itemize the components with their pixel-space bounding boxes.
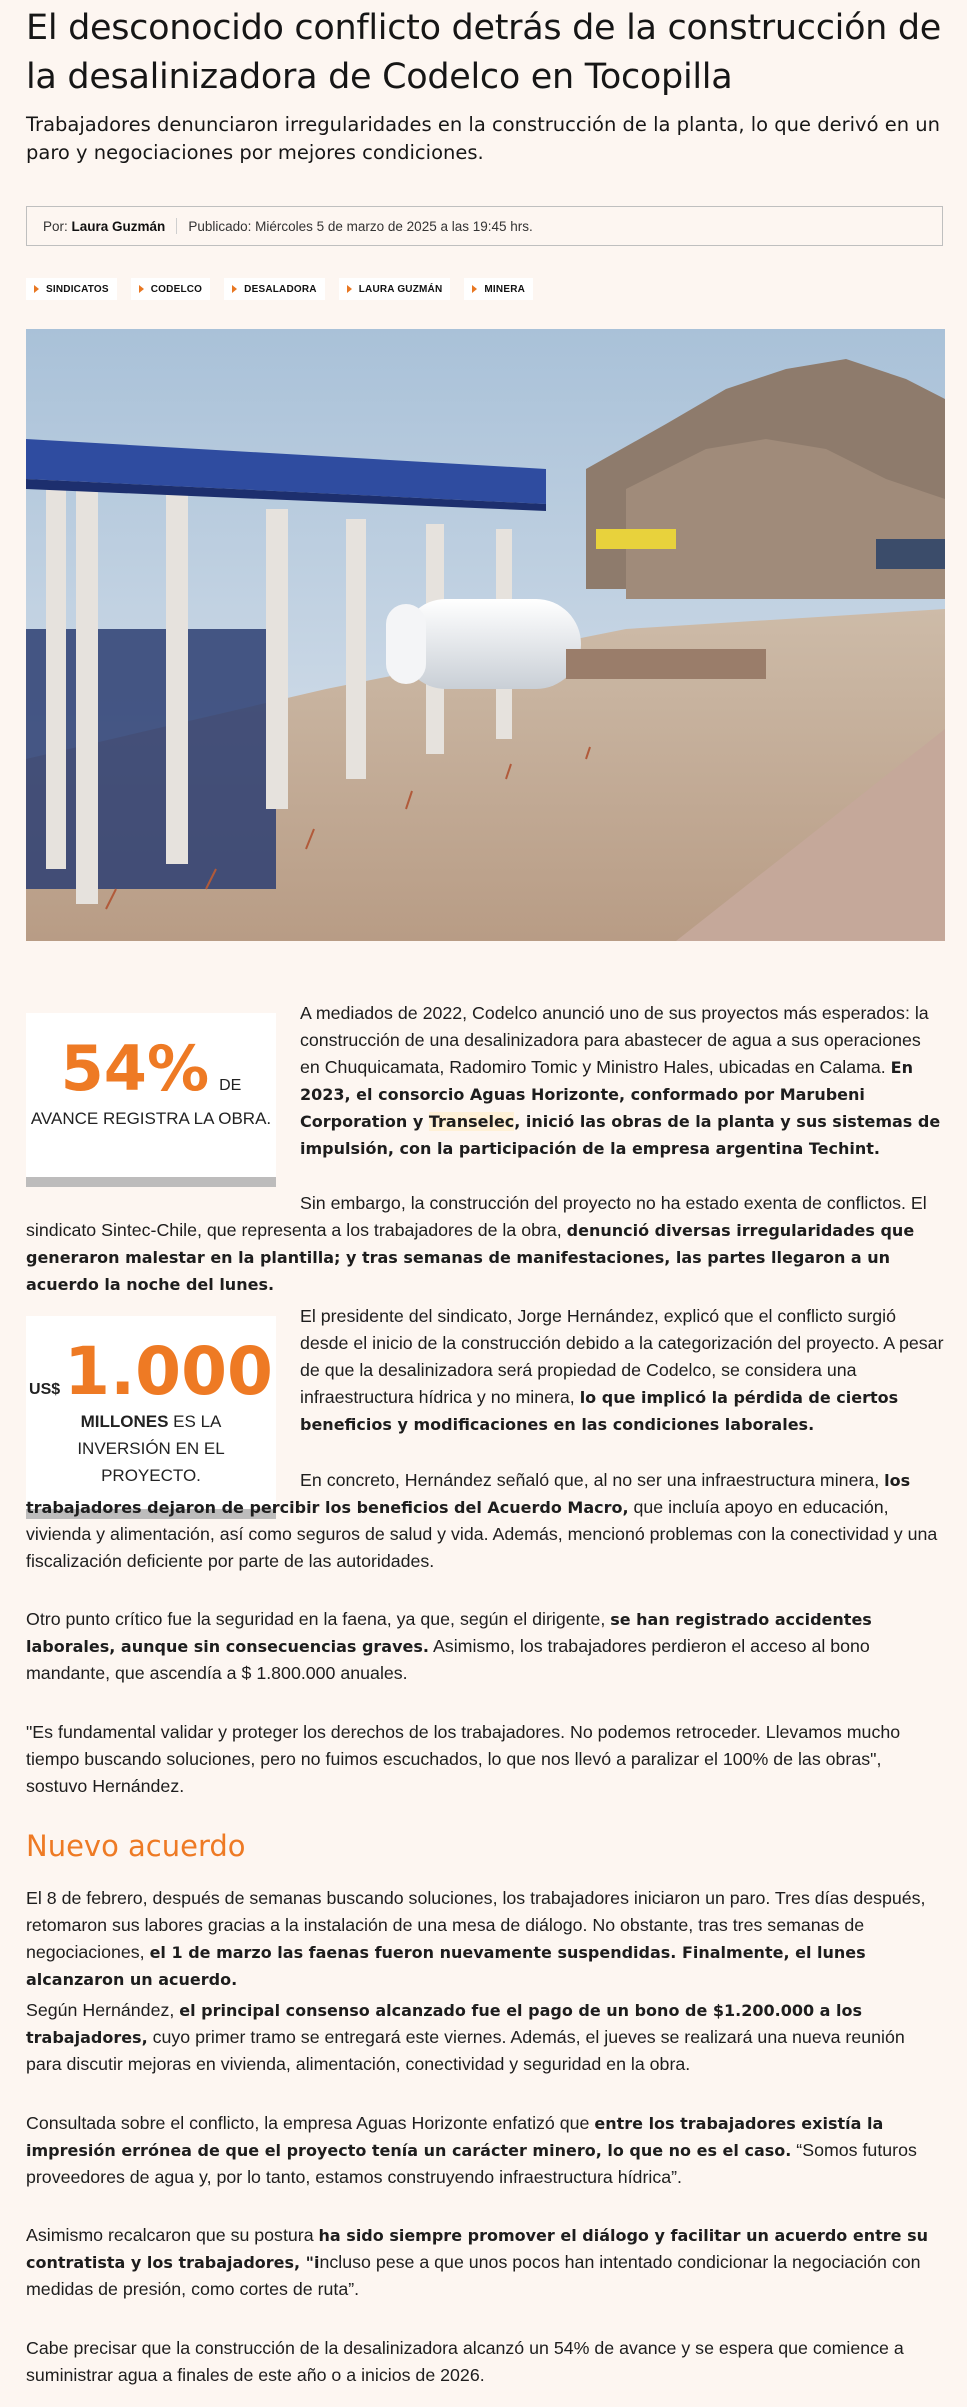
tag-triangle-icon	[472, 285, 477, 293]
section-heading: Nuevo acuerdo	[26, 1829, 246, 1863]
article-title: El desconocido conflicto detrás de la construcción de la desalinizadora de Codelco en Tocopilla	[26, 8, 942, 97]
text: Sin embargo, la construcción del proyecto no ha estado exenta de conflictos. El sindicato Sintec-Chile, que representa a los trabajadores de la obra,	[26, 1193, 927, 1240]
tag-sindicatos[interactable]	[26, 278, 117, 300]
bold-text: En 2023, el consorcio Aguas Horizonte, conformado por Marubeni Corporation y	[300, 1058, 913, 1131]
tag-codelco[interactable]	[131, 278, 210, 300]
tag-minera[interactable]	[464, 278, 533, 300]
byline-divider	[176, 218, 177, 234]
bold-text: entre los trabajadores existía la impresión errónea de que el proyecto tenía un carácter minero, lo que no es el caso.	[26, 2114, 884, 2160]
paragraph-1	[300, 1000, 945, 1162]
published-date: Publicado: Miércoles 5 de marzo de 2025 a las 19:45 hrs.	[188, 218, 533, 234]
paragraph-4	[26, 1467, 945, 1575]
stat-box-progress	[26, 1013, 276, 1187]
text: cuyo primer tramo se entregará este viernes. Además, el jueves se realizará una nueva reunión para discutir mejoras en vivienda, alimentación, conectividad y seguridad en la obra.	[26, 2027, 905, 2074]
stat-text: ES LA INVERSIÓN EN EL PROYECTO.	[77, 1412, 225, 1485]
paragraph-7	[26, 1885, 945, 1993]
text: “Somos futuros proveedores de agua y, por lo tanto, estamos construyendo infraestructura hídrica”.	[26, 2140, 917, 2187]
stat-bar	[26, 1177, 276, 1187]
tag-triangle-icon	[139, 285, 144, 293]
tag-list	[26, 278, 533, 300]
tag-desaladora[interactable]	[224, 278, 325, 300]
author-prefix: Por:	[43, 218, 68, 234]
text: A mediados de 2022, Codelco anunció uno de sus proyectos más esperados: la construcción de una desalinizadora para abastecer de agua a sus operaciones en Chuquicamata, Radomiro Tomic y Ministro Hales, ubicadas en Calama.	[300, 1003, 929, 1077]
text: Según Hernández,	[26, 2000, 180, 2020]
tag-triangle-icon	[232, 285, 237, 293]
tag-laura-guzman[interactable]	[339, 278, 451, 300]
bold-text: los trabajadores dejaron de percibir los beneficios del Acuerdo Macro,	[26, 1471, 911, 1517]
bold-text: el 1 de marzo las faenas fueron nuevamente suspendidas. Finalmente, el lunes alcanzaron un acuerdo.	[26, 1943, 866, 1989]
stat-number: 54%	[60, 1032, 210, 1105]
tag-label: SINDICATOS	[46, 283, 109, 295]
text: que incluía apoyo en educación, vivienda y alimentación, así como seguros de salud y vida. Además, mencionó problemas con la conectividad y una fiscalización deficiente por parte de las autoridades.	[26, 1497, 938, 1571]
text: El 8 de febrero, después de semanas buscando soluciones, los trabajadores iniciaron un paro. Tres días después, retomaron sus labores gracias a la instalación de una mesa de diálogo. No obstante, tras tres semanas de negociaciones,	[26, 1888, 926, 1962]
stat-bold: MILLONES	[80, 1412, 169, 1431]
tag-triangle-icon	[347, 285, 352, 293]
bold-text: denunció diversas irregularidades que generaron malestar en la plantilla; y tras semanas de manifestaciones, las partes llegaron a un acuerdo la noche del lunes.	[26, 1221, 915, 1294]
paragraph-8	[26, 1997, 945, 2078]
text: En concreto, Hernández señaló que, al no ser una infraestructura minera,	[300, 1470, 885, 1490]
text: Otro punto crítico fue la seguridad en la faena, ya que, según el dirigente,	[26, 1609, 611, 1629]
paragraph-5	[26, 1606, 945, 1687]
text: ncluso pese a que unos pocos han intentado condicionar la negociación con medidas de presión, como cortes de ruta”.	[26, 2252, 921, 2299]
author-link[interactable]: Laura Guzmán	[71, 218, 166, 234]
text: Asimismo, los trabajadores perdieron el acceso al bono mandante, que ascendía a $ 1.800.000 anuales.	[26, 1636, 870, 1683]
bold-text: lo que implicó la pérdida de ciertos beneficios y modificaciones en las condiciones laborales.	[300, 1388, 899, 1434]
article-subtitle: Trabajadores denunciaron irregularidades en la construcción de la planta, lo que derivó en un paro y negociaciones por mejores condiciones.	[26, 113, 940, 164]
paragraph-10	[26, 2222, 945, 2303]
text: Consultada sobre el conflicto, la empresa Aguas Horizonte enfatizó que	[26, 2113, 595, 2133]
paragraph-9	[26, 2110, 945, 2191]
paragraph-6: "Es fundamental validar y proteger los derechos de los trabajadores. No podemos retroceder. Llevamos mucho tiempo buscando soluciones, pero no fuimos escuchados, lo que nos llevó a paralizar el 100% de las obras", sostuvo Hernández.	[26, 1722, 901, 1796]
highlight-link[interactable]: Transelec	[428, 1112, 515, 1131]
tag-triangle-icon	[34, 285, 39, 293]
text: Asimismo recalcaron que su postura	[26, 2225, 319, 2245]
byline-box	[26, 206, 943, 246]
article-photo	[26, 329, 945, 941]
stat-headline	[26, 1033, 276, 1105]
bold-text: , inició las obras de la planta y sus sistemas de impulsión, con la participación de la empresa argentina Techint.	[300, 1112, 941, 1158]
stat-text: AVANCE REGISTRA LA OBRA.	[30, 1109, 272, 1128]
bold-text: se han registrado accidentes laborales, aunque sin consecuencias graves.	[26, 1610, 872, 1656]
stat-headline	[26, 1334, 276, 1410]
paragraph-2	[26, 1190, 945, 1298]
tag-label: DESALADORA	[244, 283, 317, 295]
construction-site-image	[26, 329, 945, 941]
stat-prefix: US$	[29, 1381, 61, 1398]
paragraph-11: Cabe precisar que la construcción de la desalinizadora alcanzó un 54% de avance y se espera que comience a suministrar agua a finales de este año o a inicios de 2026.	[26, 2338, 904, 2385]
bold-text: ha sido siempre promover el diálogo y facilitar un acuerdo entre su contratista y los trabajadores, "i	[26, 2226, 928, 2272]
bold-text: el principal consenso alcanzado fue el pago de un bono de $1.200.000 a los trabajadores,	[26, 2001, 863, 2047]
text: El presidente del sindicato, Jorge Hernández, explicó que el conflicto surgió desde el inicio de la construcción debido a la categorización del proyecto. A pesar de que la desalinizadora será propiedad de Codelco, se considera una infraestructura hídrica y no minera,	[300, 1306, 944, 1407]
paragraph-3	[300, 1303, 945, 1438]
stat-number: 1.000	[64, 1333, 273, 1410]
stat-suffix: DE	[219, 1077, 242, 1094]
tag-label: LAURA GUZMÁN	[358, 283, 443, 295]
tag-label: MINERA	[484, 283, 526, 295]
tag-label: CODELCO	[150, 283, 203, 295]
